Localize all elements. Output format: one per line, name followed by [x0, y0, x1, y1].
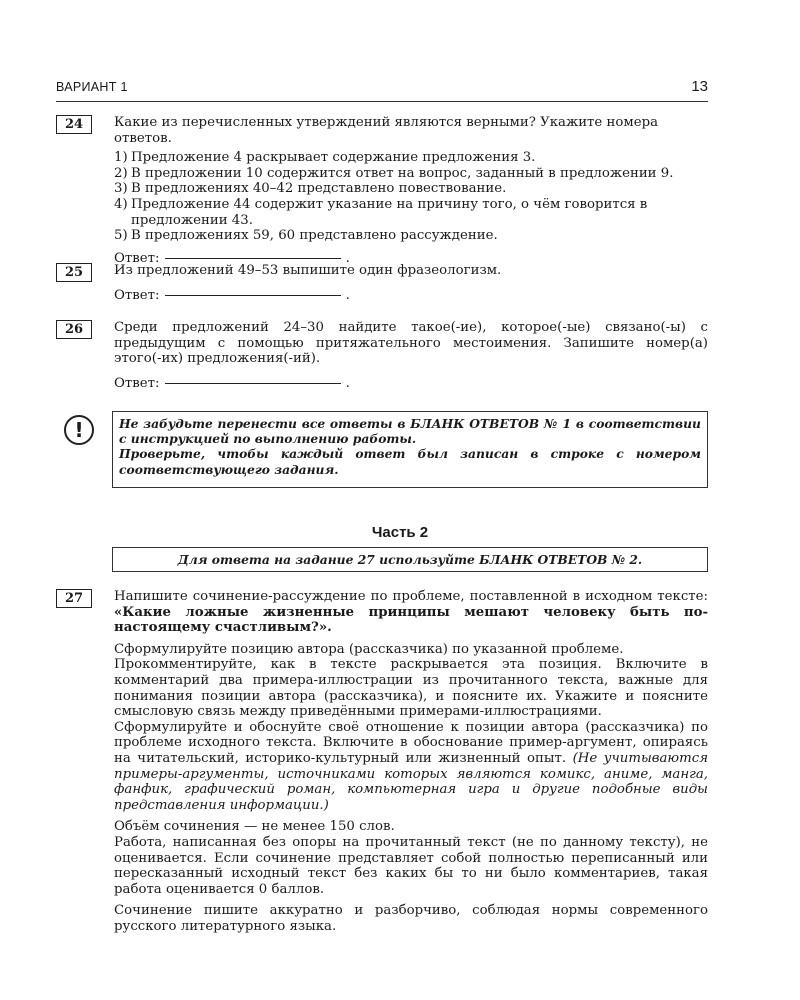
answer-label: Ответ:	[114, 375, 160, 391]
task-25-question: Из предложений 49–53 выпишите один фразеологизм.	[114, 263, 502, 278]
answer-label: Ответ:	[114, 287, 160, 303]
task-27-intro: Напишите сочинение-рассуждение по проблеме, поставленной в исходном тексте: «Какие ложные жизненные принципы мешают человеку быть по-настоящему счастливым?».	[114, 589, 708, 636]
exclamation-icon: !	[64, 415, 94, 445]
variant-label: ВАРИАНТ 1	[56, 80, 128, 94]
notice	[56, 411, 708, 488]
part-2-instruction: Для ответа на задание 27 используйте БЛАНК ОТВЕТОВ № 2.	[112, 547, 708, 572]
task-25	[56, 263, 708, 303]
task-27	[56, 589, 708, 934]
header-divider	[56, 101, 708, 102]
option-1: 1) Предложение 4 раскрывает содержание предложения 3.	[114, 150, 536, 166]
answer-24: Ответ: .	[114, 250, 350, 266]
answer-label: Ответ:	[114, 250, 160, 266]
task-27-paragraph-4: Объём сочинения — не менее 150 слов.	[114, 819, 395, 835]
answer-line[interactable]	[165, 258, 341, 259]
option-4: 4) Предложение 44 содержит указание на причину того, о чём говорится в предложении 43.	[114, 196, 648, 228]
page-header	[56, 78, 708, 98]
option-3: 3) В предложениях 40–42 представлено повествование.	[114, 181, 507, 197]
part-2-title: Часть 2	[371, 524, 429, 541]
task-24-question: Какие из перечисленных утверждений являются верными? Укажите номера ответов.	[114, 115, 659, 146]
option-5: 5) В предложениях 59, 60 представлено рассуждение.	[114, 228, 498, 244]
answer-25: Ответ: .	[114, 287, 350, 303]
task-number-26: 26	[56, 320, 92, 339]
task-26-question: Среди предложений 24–30 найдите такое(-ие), которое(-ые) связано(-ы) с предыдущим с помощью притяжательного местоимения. Запишите номер(а) этого(-их) предложения(-ий).	[114, 320, 708, 367]
notice-line-1: Не забудьте перенести все ответы в БЛАНК ОТВЕТОВ № 1 в соответствии с инструкцией по выполнению работы.	[119, 416, 701, 447]
task-27-paragraph-6: Сочинение пишите аккуратно и разборчиво, соблюдая нормы современного русского литературного языка.	[114, 903, 708, 934]
task-27-problem: «Какие ложные жизненные принципы мешают человеку быть по-настоящему счастливым?».	[114, 604, 708, 636]
task-number-24: 24	[56, 115, 92, 134]
answer-line[interactable]	[165, 383, 341, 384]
task-26	[56, 320, 708, 391]
task-number-25: 25	[56, 263, 92, 282]
option-2: 2) В предложении 10 содержится ответ на вопрос, заданный в предложении 9.	[114, 165, 674, 181]
page-number: 13	[691, 78, 708, 95]
task-number-27: 27	[56, 589, 92, 608]
task-24	[56, 115, 708, 266]
notice-line-2: Проверьте, чтобы каждый ответ был записан в строке с номером соответствующего задания.	[119, 446, 701, 477]
task-24-options	[114, 150, 708, 244]
answer-26: Ответ: .	[114, 375, 350, 391]
notice-box	[112, 411, 708, 488]
task-27-paragraph-3: Сформулируйте и обоснуйте своё отношение к позиции автора (рассказчика) по проблеме исходного текста. Включите в обоснование пример-аргумент, опираясь на читательский, историко-культурный или жизненный опыт. (Не учитываются примеры-аргументы, источниками которых являются комикс, аниме, манга, фанфик, графический роман, компьютерная игра и другие подобные виды представления информации.)	[114, 719, 709, 813]
task-27-paragraph-1: Сформулируйте позицию автора (рассказчика) по указанной проблеме.	[114, 641, 624, 657]
task-27-exclusions: (Не учитываются примеры-аргументы, источниками которых являются комикс, аниме, манга, фанфик, графический роман, компьютерная игра и другие подобные виды представления информации.)	[114, 750, 709, 813]
task-27-paragraph-2: Прокомментируйте, как в тексте раскрывается эта позиция. Включите в комментарий два примера-иллюстрации из прочитанного текста, важные для понимания позиции автора (рассказчика), и поясните их. Укажите и поясните смысловую связь между приведёнными примерами-иллюстрациями.	[114, 657, 708, 720]
answer-line[interactable]	[165, 295, 341, 296]
task-27-paragraph-5: Работа, написанная без опоры на прочитанный текст (не по данному тексту), не оценивается. Если сочинение представляет собой полностью переписанный или пересказанный исходный текст без каких бы то ни было комментариев, такая работа оценивается 0 баллов.	[114, 834, 708, 897]
